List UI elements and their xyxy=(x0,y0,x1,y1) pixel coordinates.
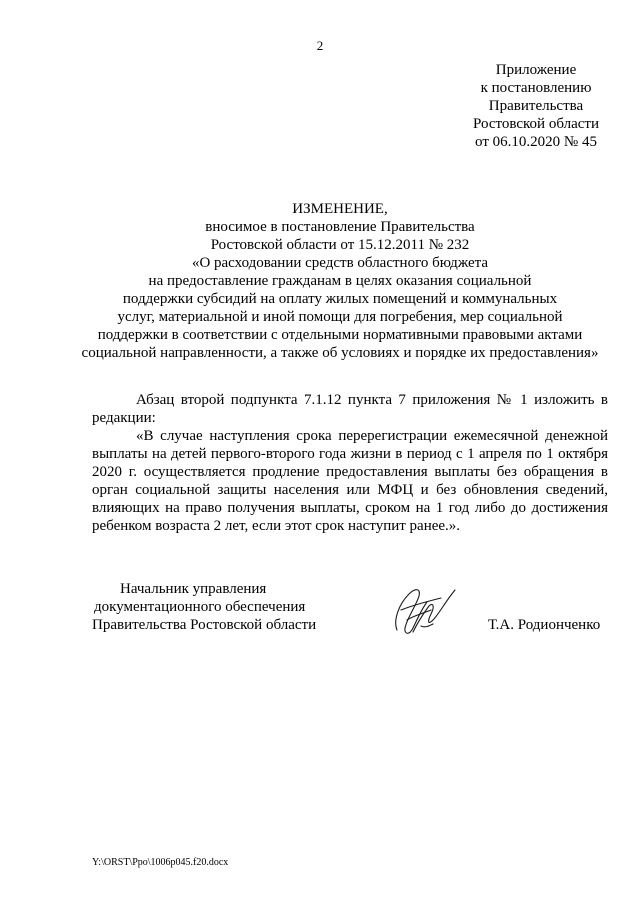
annex-header xyxy=(448,61,624,151)
file-path: Y:\ORST\Ppo\1006p045.f20.docx xyxy=(92,857,229,868)
annex-line: к постановлению xyxy=(480,80,592,96)
signer-title-line: Начальник управления xyxy=(120,581,267,597)
title-line: на предоставление гражданам в целях оказания социальной xyxy=(148,273,532,289)
annex-line: Ростовской области xyxy=(473,116,599,132)
title-line: социальной направленности, а также об условиях и порядке их предоставления» xyxy=(81,345,599,361)
title-line: Ростовской области от 15.12.2011 № 232 xyxy=(210,237,470,253)
annex-line: Приложение xyxy=(495,62,577,78)
title-line: услуг, материальной и иной помощи для погребения, мер социальной xyxy=(117,309,563,325)
title-line: вносимое в постановление Правительства xyxy=(205,219,475,235)
handwritten-signature-icon xyxy=(383,580,463,642)
signer-title xyxy=(92,580,328,634)
title-line: ИЗМЕНЕНИЕ, xyxy=(292,201,388,217)
title-line: «О расходовании средств областного бюджета xyxy=(191,255,489,271)
document-title xyxy=(72,200,608,362)
body-paragraph-quote: «В случае наступления срока перерегистрации ежемесячной денежной выплаты на детей первого-второго года жизни в период с 1 апреля по 1 октября 2020 г. осуществляется продление предоставления выплаты без обращения в орган социальной защиты населения или МФЦ и без обновления сведений, влияющих на право получения выплаты, сроком на 1 год либо до достижения ребенком возраста 2 лет, если этот срок наступит ранее.». xyxy=(92,428,608,534)
title-line: поддержки субсидий на оплату жилых помещений и коммунальных xyxy=(122,291,558,307)
annex-line: от 06.10.2020 № 45 xyxy=(475,134,597,150)
body-paragraph: Абзац второй подпункта 7.1.12 пункта 7 приложения № 1 изложить в редакции: xyxy=(92,392,608,426)
signer-name: Т.А. Родионченко xyxy=(488,617,601,633)
body-text xyxy=(92,391,608,535)
title-line: поддержки в соответствии с отдельными нормативными правовыми актами xyxy=(97,327,583,343)
annex-line: Правительства xyxy=(488,98,584,114)
signer-title-line: документационного обеспечения xyxy=(94,599,306,615)
page-number: 2 xyxy=(316,38,324,53)
signer-title-line: Правительства Ростовской области xyxy=(92,617,317,633)
